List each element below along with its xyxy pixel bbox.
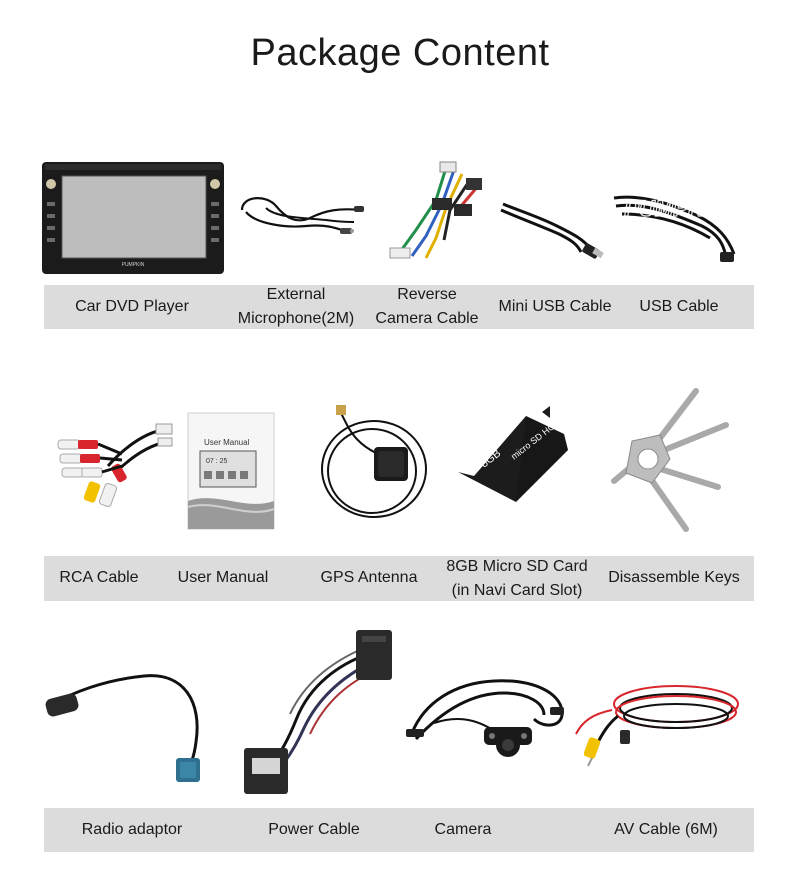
manual-cover-clock: 07 : 25	[206, 458, 228, 465]
sd-capacity: 8GB	[478, 447, 504, 471]
item-label-reverse-camera-cable: Reverse Camera Cable	[375, 286, 479, 327]
product-photo-mini-usb-cable	[497, 196, 607, 264]
item-label-rca-cable: RCA Cable	[59, 569, 139, 586]
reverse-camera-cable-icon	[386, 160, 490, 264]
micro-sd-card-icon	[456, 406, 576, 506]
product-photo-gps-antenna	[316, 405, 434, 525]
camera-icon	[404, 663, 568, 763]
mini-usb-cable-icon	[497, 196, 607, 264]
device-brand: PUMPKIN	[121, 262, 145, 268]
item-label-camera: Camera	[434, 821, 492, 838]
page-title: Package Content	[250, 32, 550, 74]
gps-antenna-icon	[316, 405, 434, 525]
product-photo-user-manual	[186, 411, 276, 531]
product-photo-av-cable	[572, 674, 744, 768]
watermark-logo: PUMPKIN	[624, 196, 726, 221]
product-photo-reverse-camera-cable	[386, 160, 490, 264]
car-dvd-player-icon	[42, 162, 224, 274]
product-photo-car-dvd-player	[42, 162, 224, 274]
microphone-cable-icon	[236, 188, 368, 244]
item-label-disassemble-keys: Disassemble Keys	[608, 569, 740, 586]
item-label-radio-adaptor: Radio adaptor	[81, 821, 183, 838]
product-photo-power-cable	[240, 624, 400, 800]
rca-cable-icon	[52, 420, 176, 516]
product-photo-usb-cable	[602, 186, 748, 270]
product-photo-rca-cable	[52, 420, 176, 516]
item-label-external-microphone: External Microphone(2M)	[237, 286, 355, 327]
product-photo-radio-adaptor	[44, 662, 212, 786]
item-label-usb-cable: USB Cable	[639, 298, 719, 315]
item-label-gps-antenna: GPS Antenna	[320, 569, 418, 586]
product-photo-camera	[404, 663, 568, 763]
user-manual-icon	[186, 411, 276, 531]
product-photo-disassemble-keys	[608, 385, 734, 533]
product-photo-micro-sd-card	[456, 406, 576, 506]
usb-cable-icon	[602, 186, 748, 270]
item-label-av-cable: AV Cable (6M)	[614, 821, 718, 838]
sd-brand: micro SD HC	[509, 421, 557, 462]
item-label-mini-usb-cable: Mini USB Cable	[498, 298, 612, 315]
product-photo-microphone	[236, 188, 368, 244]
power-cable-icon	[240, 624, 400, 800]
av-cable-icon	[572, 674, 744, 768]
item-label-power-cable: Power Cable	[268, 821, 360, 838]
radio-adaptor-icon	[44, 662, 212, 786]
item-label-car-dvd-player: Car DVD Player	[75, 298, 189, 315]
item-label-user-manual: User Manual	[177, 569, 269, 586]
manual-cover-title: User Manual	[204, 438, 250, 447]
disassemble-keys-icon	[608, 385, 734, 533]
item-label-micro-sd-card: 8GB Micro SD Card (in Navi Card Slot)	[446, 558, 588, 599]
